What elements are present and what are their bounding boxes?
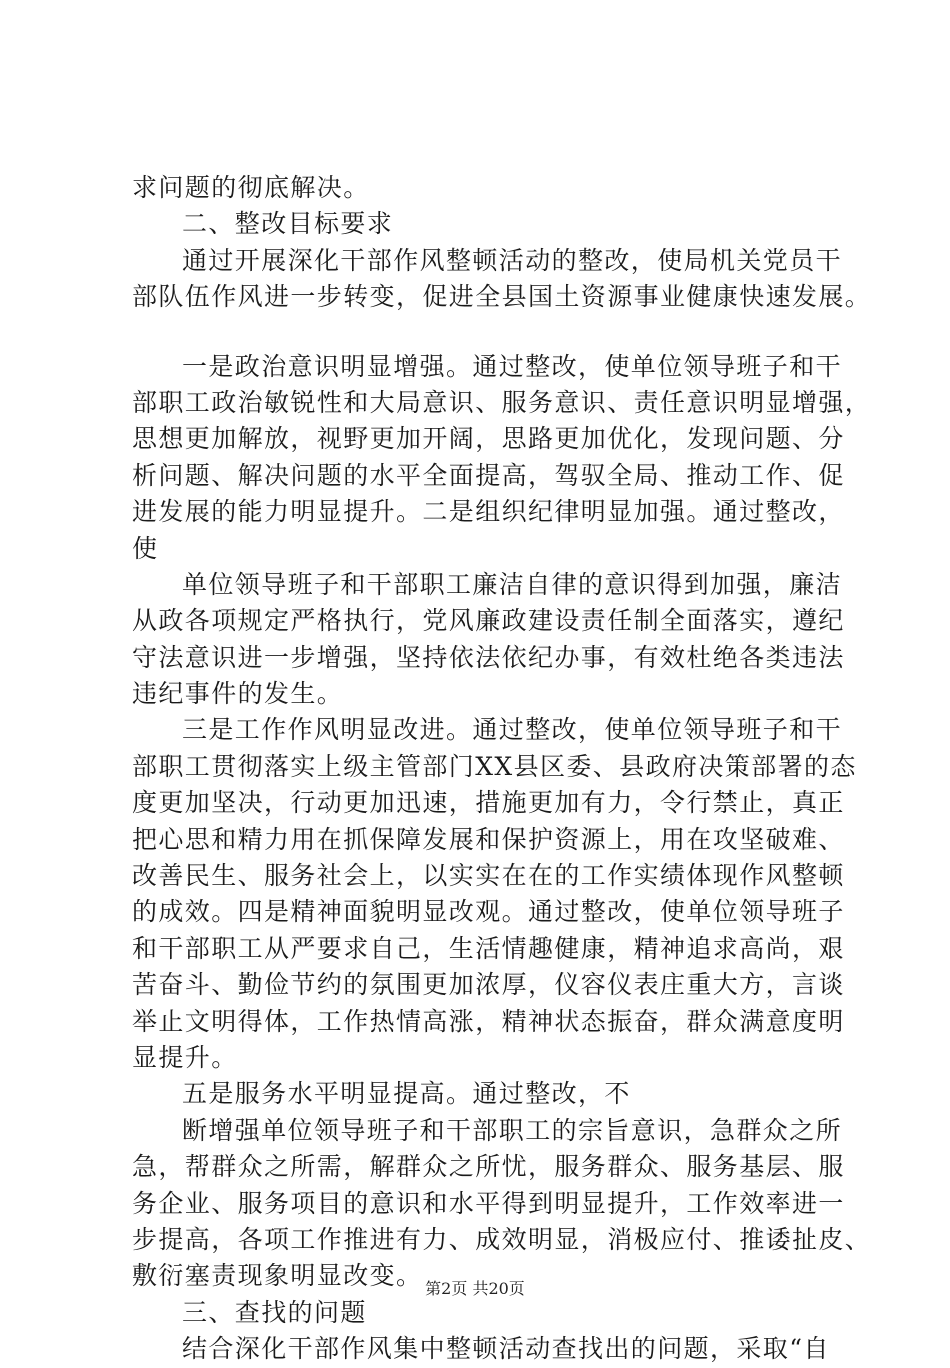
text-line: 守法意识进一步增强，坚持依法依纪办事，有效杜绝各类违法 [132,642,845,672]
text-line: 使 [132,533,159,563]
text-line: 改善民生、服务社会上，以实实在在的工作实绩体现作风整顿 [132,861,845,891]
text-line: 通过开展深化干部作风整顿活动的整改，使局机关党员干 [182,245,843,275]
text-line: 从政各项规定严格执行，党风廉政建设责任制全面落实，遵纪 [132,606,845,636]
text-line: 三是工作作风明显改进。通过整改，使单位领导班子和干 [182,715,843,745]
text-line: 和干部职工从严要求自己，生活情趣健康，精神追求高尚，艰 [132,933,845,963]
section-heading: 三、查找的问题 [182,1297,367,1327]
text-line: 急，帮群众之所需，解群众之所忧，服务群众、服务基层、服 [132,1152,845,1182]
text-line: 部队伍作风进一步转变，促进全县国土资源事业健康快速发展。 [132,282,872,312]
text-line: 度更加坚决，行动更加迅速，措施更加有力，令行禁止，真正 [132,788,845,818]
text-line: 违纪事件的发生。 [132,679,344,709]
document-body [132,170,872,1368]
text-line: 举止文明得体，工作热情高涨，精神状态振奋，群众满意度明 [132,1006,845,1036]
paragraph-gap [132,316,832,349]
text-line: 单位领导班子和干部职工廉洁自律的意识得到加强，廉洁 [182,569,843,599]
text-line: 苦奋斗、勤俭节约的氛围更加浓厚，仪容仪表庄重大方，言谈 [132,970,845,1000]
text-line: 五是服务水平明显提高。通过整改，不 [182,1079,631,1109]
text-line: 的成效。四是精神面貌明显改观。通过整改，使单位领导班子 [132,897,845,927]
text-line: 步提高，各项工作推进有力、成效明显，消极应付、推诿扯皮、 [132,1224,872,1254]
text-line: 显提升。 [132,1042,238,1072]
text-line: 进发展的能力明显提升。二是组织纪律明显加强。通过整改， [132,497,845,527]
text-line: 断增强单位领导班子和干部职工的宗旨意识，急群众之所 [182,1115,843,1145]
page-footer: 第2页 共20页 [425,1279,525,1298]
text-line: 部职工政治敏锐性和大局意识、服务意识、责任意识明显增强， [132,387,872,417]
text-line: 结合深化干部作风集中整顿活动查找出的问题，采取“自 [182,1334,830,1364]
text-line: 求问题的彻底解决。 [132,173,370,202]
section-heading: 二、整改目标要求 [182,209,394,239]
text-line: 务企业、服务项目的意识和水平得到明显提升，工作效率进一 [132,1188,845,1218]
text-line: 敷衍塞责现象明显改变。 [132,1261,423,1291]
text-line: 把心思和精力用在抓保障发展和保护资源上，用在攻坚破难、 [132,824,845,854]
text-line: 一是政治意识明显增强。通过整改，使单位领导班子和干 [182,351,843,381]
text-line: 部职工贯彻落实上级主管部门XX县区委、县政府决策部署的态 [132,751,857,781]
text-line: 析问题、解决问题的水平全面提高，驾驭全局、推动工作、促 [132,460,845,490]
text-line: 思想更加解放，视野更加开阔，思路更加优化，发现问题、分 [132,424,845,454]
